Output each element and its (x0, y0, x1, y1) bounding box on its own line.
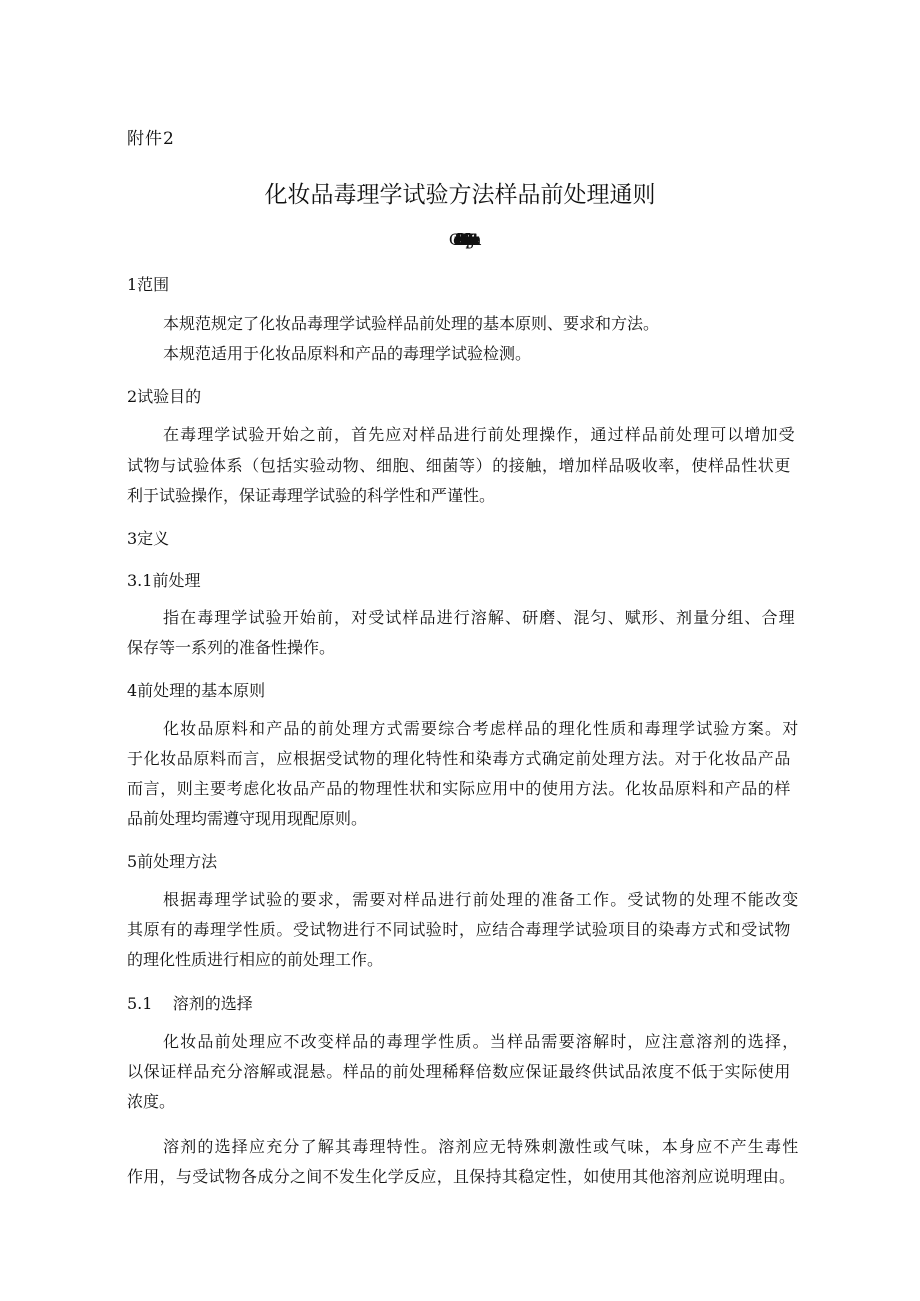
section-5-1-line: 以保证样品充分溶解或混悬。样品的前处理稀释倍数应保证最终供试品浓度不低于实际使用 (127, 1062, 792, 1081)
document-title: 化妆品毒理学试验方法样品前处理通则 (264, 182, 656, 208)
section-5-1-heading: 5.1 溶剂的选择 (127, 994, 253, 1013)
section-4-line: 品前处理均需遵守现用现配原则。 (127, 809, 368, 828)
section-2-line: 在毒理学试验开始之前，首先应对样品进行前处理操作，通过样品前处理可以增加受 (163, 425, 796, 444)
section-2-heading: 2试验目的 (127, 387, 202, 406)
section-3-1-line: 指在毒理学试验开始前，对受试样品进行溶解、研磨、混匀、赋形、剂量分组、合理 (163, 608, 796, 627)
section-3-heading: 3定义 (127, 529, 170, 548)
section-3-1-heading: 3.1前处理 (127, 571, 201, 590)
section-5-1-line: 溶剂的选择应充分了解其毒理特性。溶剂应无特殊刺激性或气味，本身应不产生毒性 (163, 1137, 800, 1156)
section-2-line: 试物与试验体系（包括实验动物、细胞、细菌等）的接触，增加样品吸收率，使样品性状更 (127, 456, 792, 475)
section-4-line: 于化妆品原料而言，应根据受试物的理化特性和染毒方式确定前处理方法。对于化妆品产品 (127, 749, 792, 768)
section-4-line: 而言，则主要考虑化妆品产品的物理性状和实际应用中的使用方法。化妆品原料和产品的样 (127, 779, 792, 798)
section-5-heading: 5前处理方法 (127, 852, 218, 871)
document-subtitle: GeneralRuleforPretreatmentofCosmeticinToxicologicalExperiments (448, 231, 472, 249)
section-5-line: 其原有的毒理学性质。受试物进行不同试验时，应结合毒理学试验项目的染毒方式和受试物 (127, 920, 792, 939)
section-1-line: 本规范规定了化妆品毒理学试验样品前处理的基本原则、要求和方法。 (163, 314, 660, 333)
section-4-line: 化妆品原料和产品的前处理方式需要综合考虑样品的理化性质和毒理学试验方案。对 (163, 719, 800, 738)
section-5-line: 根据毒理学试验的要求，需要对样品进行前处理的准备工作。受试物的处理不能改变 (163, 890, 800, 909)
section-5-1-line: 浓度。 (127, 1092, 176, 1111)
section-1-line: 本规范适用于化妆品原料和产品的毒理学试验检测。 (163, 344, 532, 363)
attachment-label: 附件2 (127, 129, 175, 149)
section-2-line: 利于试验操作，保证毒理学试验的科学性和严谨性。 (127, 486, 496, 505)
section-5-line: 的理化性质进行相应的前处理工作。 (127, 950, 384, 969)
section-5-1-line: 化妆品前处理应不改变样品的毒理学性质。当样品需要溶解时，应注意溶剂的选择， (163, 1032, 800, 1051)
section-5-1-line: 作用，与受试物各成分之间不发生化学反应，且保持其稳定性，如使用其他溶剂应说明理由。 (127, 1167, 796, 1186)
section-1-heading: 1范围 (127, 275, 170, 294)
section-3-1-line: 保存等一系列的准备性操作。 (127, 638, 336, 657)
section-4-heading: 4前处理的基本原则 (127, 681, 266, 700)
